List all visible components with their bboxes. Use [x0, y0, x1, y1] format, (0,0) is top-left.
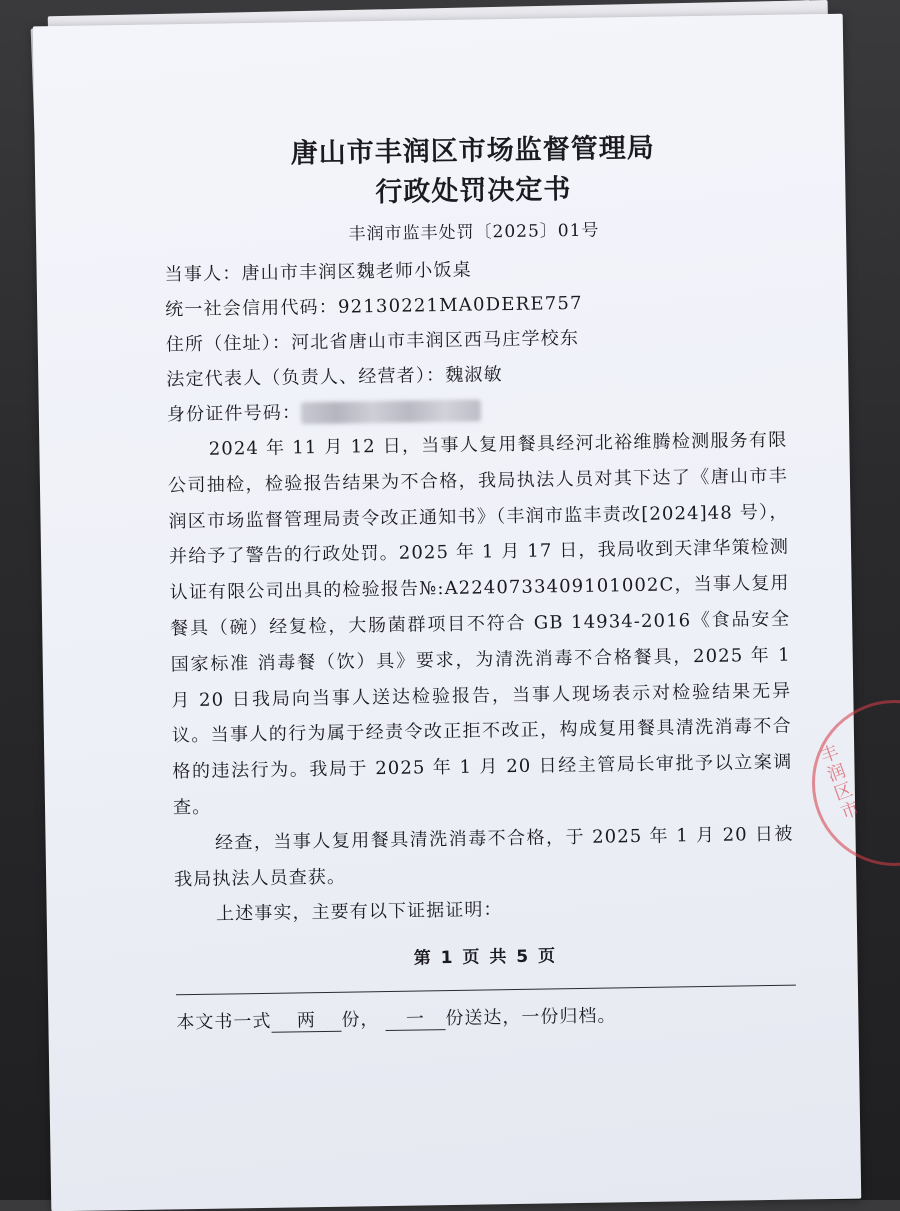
document-content	[162, 127, 796, 1043]
page-indicator: 第 1 页 共 5 页	[413, 946, 558, 969]
investigation-paragraph: 经查，当事人复用餐具清洗消毒不合格，于 2025 年 1 月 20 日被我局执法人员查获。	[173, 823, 794, 890]
facts-paragraph: 2024 年 11 月 12 日，当事人复用餐具经河北裕维腾检测服务有限公司抽检，检验报告结果为不合格，我局执法人员对其下达了《唐山市丰润区市场监督管理局责令改正通知书》（丰润市监丰责改[2024]48 号），并给予了警告的行政处罚。2025 年 1 月 17 日，我局收到天津华策检测认证有限公司出具的检验报告№:A2240733409101002C，当事人复用餐具（碗）经复检，大肠菌群项目不符合 GB 14934-2016《食品安全国家标准 消毒餐（饮）具》要求，为清洗消毒不合格餐具，2025 年 1 月 20 日我局向当事人送达检验报告，当事人现场表示对检验结果无异议。当事人的行为属于经责令改正拒不改正，构成复用餐具清洗消毒不合格的违法行为。我局于 2025 年 1 月 20 日经主管局长审批予以立案调查。	[167, 429, 793, 819]
copies-text-1: 本文书一式	[176, 1010, 272, 1034]
footer-divider	[176, 985, 796, 996]
served-count: 一	[385, 1009, 445, 1031]
redacted-id-number	[301, 399, 481, 424]
legal-rep-label: 法定代表人（负责人、经营者）：	[166, 364, 446, 391]
party-value: 唐山市丰润区魏老师小饭桌	[241, 259, 473, 285]
footer-area	[176, 963, 797, 1043]
party-label: 当事人：	[164, 263, 242, 286]
copies-statement	[176, 1002, 616, 1035]
copies-text-3: 份送达，一份归档。	[445, 1005, 617, 1030]
seal-text: 丰润区市	[814, 741, 863, 825]
copies-text-2: 份，	[341, 1009, 380, 1031]
copies-count: 两	[271, 1011, 341, 1033]
id-number-label: 身份证件号码：	[166, 402, 302, 426]
address-value: 河北省唐山市丰润区西马庄学校东	[290, 327, 580, 354]
issuer-title: 唐山市丰润区市场监督管理局	[290, 132, 655, 170]
credit-code-value: 92130221MA0DERE757	[337, 292, 583, 318]
document-page	[33, 14, 862, 1211]
credit-code-label: 统一社会信用代码：	[165, 296, 339, 321]
document-type-title: 行政处罚决定书	[375, 173, 572, 209]
address-label: 住所（住址）：	[165, 332, 292, 356]
legal-rep-value: 魏淑敏	[445, 364, 504, 386]
evidence-intro-paragraph: 上述事实，主要有以下证据证明：	[215, 899, 503, 926]
document-number: 丰润市监丰处罚〔2025〕01号	[348, 220, 600, 245]
